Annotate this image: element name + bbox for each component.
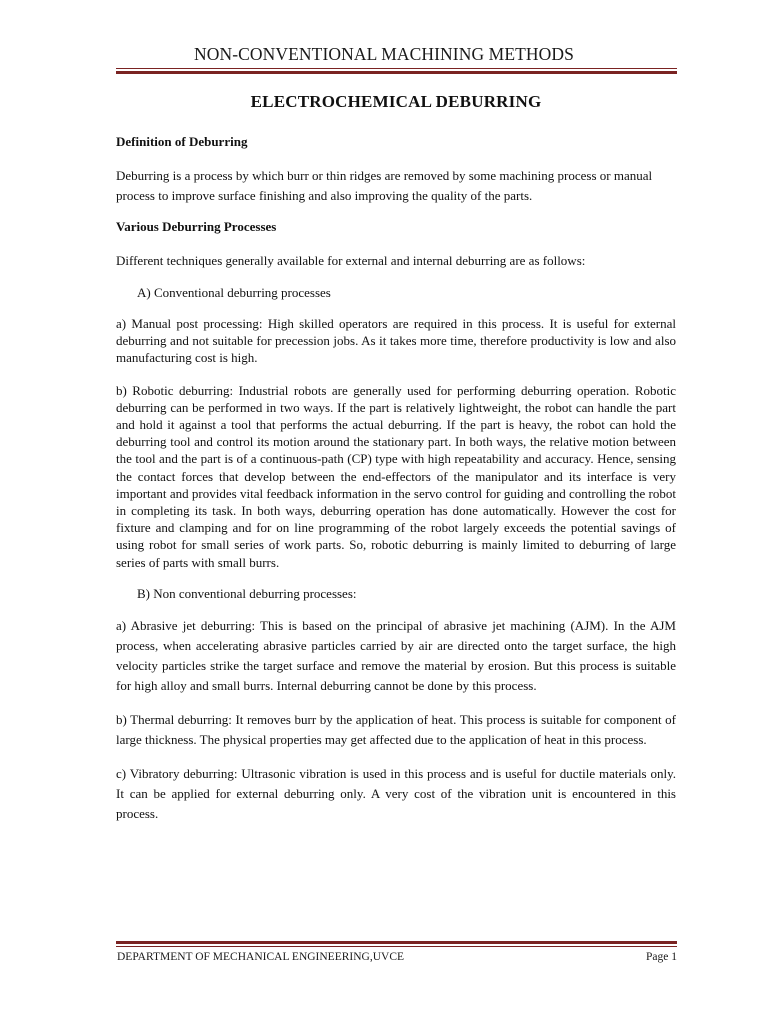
processes-intro-paragraph: Different techniques generally available for external and internal deburring are as follows:: [116, 253, 586, 268]
page-body: [116, 88, 676, 837]
footer-rule-thick: [116, 941, 677, 944]
running-footer: [117, 951, 677, 963]
section-heading-processes: Various Deburring Processes: [116, 219, 277, 234]
footer-department: DEPARTMENT OF MECHANICAL ENGINEERING,UVCE: [117, 951, 405, 963]
page-title: ELECTROCHEMICAL DEBURRING: [250, 92, 542, 111]
footer-rule-thin: [116, 946, 677, 947]
section-heading-definition: Definition of Deburring: [116, 134, 248, 149]
footer-page-number: Page 1: [646, 951, 677, 963]
header-rule-thin: [116, 68, 677, 69]
vibratory-deburring-paragraph: c) Vibratory deburring: Ultrasonic vibration is used in this process and is useful for ductile materials only. It can be applied for external deburring only. A very cost of the vibration unit is encountered in this process.: [116, 765, 676, 821]
robotic-deburring-paragraph: b) Robotic deburring: Industrial robots are generally used for performing deburring operation. Robotic deburring can be performed in two ways. If the part is relatively lightweight, the robot can handle the part and hold it against a tool that performs the actual deburring. If the part is heavy, the robot can hold the deburring tool and control its motion around the stationary part. In both ways, the relative motion between the tool and the part is of a continuous-path (CP) type with high repeatability and accuracy. Hence, sensing the contact forces that develop between the end-effectors of the manipulator and its interface is very important and provides vital feedback information in the servo control for guiding and controlling the robot in completing its task. In both ways, deburring operation has done automatically. However the cost for fixture and clamping and for on line programming of the robot largely exceeds the potential savings of using robot for small series of work parts. So, robotic deburring is mainly limited to deburring of large series of parts with small burrs.: [116, 382, 676, 570]
thermal-deburring-paragraph: b) Thermal deburring: It removes burr by the application of heat. This process is suitable for component of large thickness. The physical properties may get affected due to the application of heat in this process.: [116, 711, 676, 747]
header-rule-thick: [116, 71, 677, 74]
subsection-nonconventional-label: B) Non conventional deburring processes:: [137, 585, 357, 601]
manual-post-processing-paragraph: a) Manual post processing: High skilled operators are required in this process. It is useful for external deburring and not suitable for precession jobs. As it takes more time, therefore productivity is low and also manufacturing cost is high.: [116, 316, 676, 366]
subsection-conventional-label: A) Conventional deburring processes: [137, 285, 331, 300]
running-header: NON-CONVENTIONAL MACHINING METHODS: [194, 44, 574, 64]
definition-paragraph: Deburring is a process by which burr or thin ridges are removed by some machining process or manual process to improve surface finishing and also improving the quality of the parts.: [116, 168, 653, 203]
abrasive-jet-paragraph: a) Abrasive jet deburring: This is based on the principal of abrasive jet machining (AJM). In the AJM process, when accelerating abrasive particles carried by air are directed onto the target surface, the high velocity particles strike the target surface and remove the material by erosion. But this process is suitable for high alloy and small burrs. Internal deburring cannot be done by this process.: [116, 617, 676, 693]
